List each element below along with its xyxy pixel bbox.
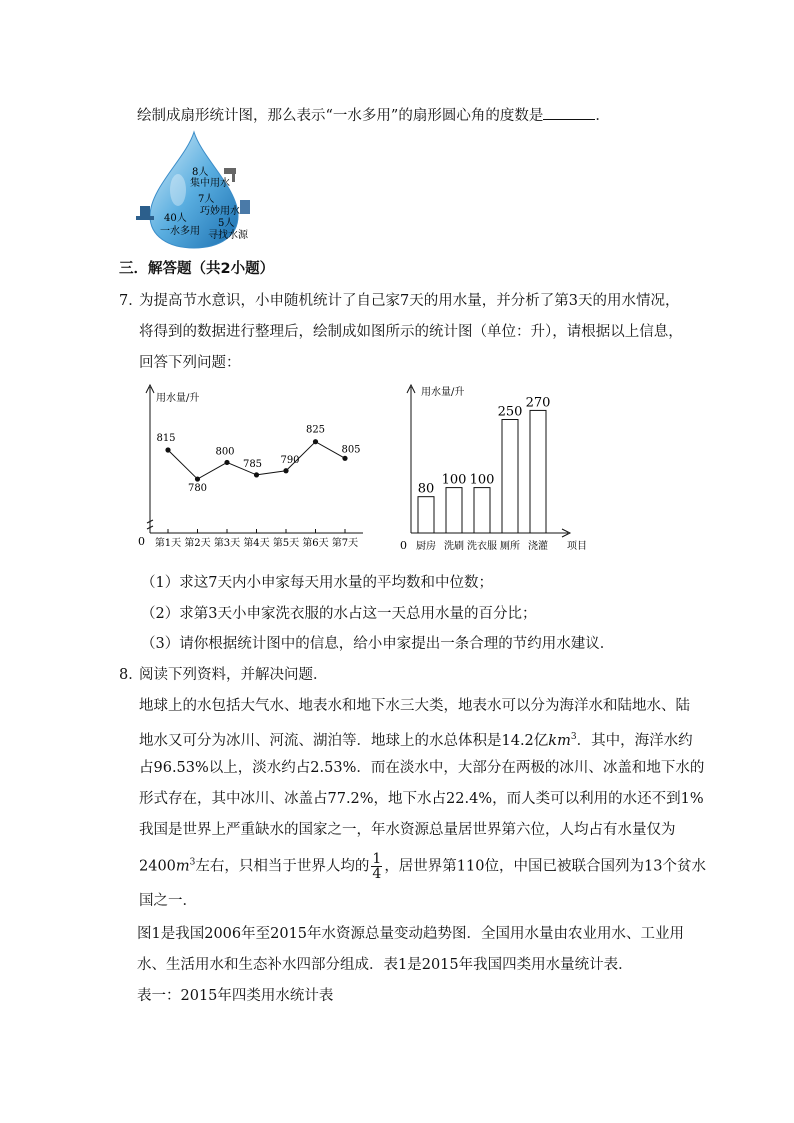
bar — [474, 488, 490, 533]
bar-value-label: 80 — [417, 481, 435, 497]
q8-number: 8． — [119, 667, 143, 683]
data-point — [195, 476, 200, 481]
data-label: 800 — [215, 446, 235, 458]
drop-label-name-4: 寻找水源 — [208, 230, 248, 241]
text-seg: 地水又可分为冰川、河流、湖泊等．地球上的水总体积是14.2亿 — [139, 732, 549, 749]
superscript: 3 — [189, 857, 196, 868]
x-tick-label: 洗刷 — [444, 541, 464, 552]
bar — [502, 420, 518, 534]
data-point — [165, 447, 170, 452]
q7-sub-1: （1）求这7天内小申家每天用水量的平均数和中位数； — [141, 575, 493, 591]
numerator: 1 — [372, 851, 382, 867]
q8-para2-line-1: 图1是我国2006年至2015年水资源总量变动趋势图．全国用水量由农业用水、工业用 — [137, 926, 685, 942]
q7-number: 7． — [119, 293, 143, 309]
bar-value-label: 100 — [469, 472, 495, 488]
q8-para-line-4: 形式存在，其中冰川、冰盖占77.2%，地下水占22.4%，而人类可以利用的水还不到1% — [139, 791, 704, 807]
data-label: 780 — [187, 483, 208, 495]
drop-label-count-4: 5人 — [218, 218, 235, 229]
x-tick-label: 第1天 — [154, 538, 182, 549]
text-seg: 2400 — [139, 858, 176, 875]
origin-label: 0 — [138, 535, 145, 548]
x-tick-label: 厕所 — [500, 541, 520, 552]
bar-value-label: 250 — [497, 404, 523, 420]
drop-label-count-1: 8人 — [192, 167, 209, 178]
bucket-icon — [140, 206, 150, 216]
drop-label-name-1: 集中用水 — [190, 178, 230, 189]
bar-chart — [396, 383, 596, 555]
q6-end: ． — [595, 108, 610, 124]
q8-para-line-7: 国之一． — [139, 893, 197, 909]
x-tick-label: 洗衣服 — [467, 541, 497, 552]
data-label: 815 — [156, 433, 176, 444]
origin-label: 0 — [400, 539, 407, 552]
x-tick-label: 浇灌 — [528, 541, 548, 552]
q6-question-line — [137, 105, 610, 126]
q8-para-line-1: 地球上的水包括大气水、地表水和地下水三大类，地表水可以分为海洋水和陆地水、陆 — [139, 698, 690, 714]
text-seg: 左右，只相当于世界人均的 — [195, 858, 370, 875]
drop-label-name-3: 一水多用 — [160, 226, 200, 237]
x-axis-label: 项目 — [567, 541, 587, 552]
x-tick-label: 第3天 — [213, 538, 241, 549]
x-tick-label: 厨房 — [416, 541, 436, 552]
data-label: 805 — [341, 444, 361, 456]
bar — [530, 410, 546, 533]
table-caption: 表一：2015年四类用水统计表 — [137, 988, 334, 1004]
data-point — [224, 460, 229, 465]
x-tick-label: 第6天 — [302, 538, 329, 549]
superscript: 3 — [570, 732, 577, 742]
bar — [446, 488, 462, 533]
unit-m: m — [175, 858, 190, 875]
bar-value-label: 100 — [441, 472, 467, 488]
q8-para-line-2 — [139, 727, 693, 751]
drop-label-count-2: 7人 — [198, 194, 215, 205]
q8-para-line-3: 占96.53%以上，淡水约占2.53%．而在淡水中，大部分在两极的冰川、冰盖和地下水的 — [139, 760, 705, 776]
tank-icon — [240, 200, 250, 214]
data-label: 785 — [242, 458, 263, 470]
q8-intro: 阅读下列资料，并解决问题． — [139, 667, 328, 683]
q8-para2-line-2: 水、生活用水和生态补水四部分组成．表1是2015年我国四类用水量统计表． — [137, 957, 633, 973]
data-point — [254, 472, 259, 477]
x-tick-label: 第2天 — [184, 538, 211, 549]
q8-para-line-6 — [139, 852, 706, 881]
x-tick-label: 第4天 — [243, 538, 270, 549]
data-point — [313, 439, 318, 444]
data-label: 825 — [305, 424, 326, 436]
y-axis-label: 用水量/升 — [156, 393, 200, 404]
data-point — [342, 456, 347, 461]
x-tick-label: 第5天 — [272, 538, 300, 549]
text-seg: ．其中，海洋水约 — [576, 732, 693, 749]
x-tick-label: 第7天 — [331, 538, 359, 549]
unit-km: km — [548, 732, 571, 749]
fraction — [371, 852, 382, 881]
q8-para-line-5: 我国是世界上严重缺水的国家之一，年水资源总量居世界第六位，人均占有水量仅为 — [139, 822, 676, 838]
answer-blank[interactable] — [543, 105, 595, 120]
q7-line-2: 将得到的数据进行整理后，绘制成如图所示的统计图（单位：升），请根据以上信息， — [139, 324, 683, 340]
water-drop-figure — [136, 128, 256, 250]
bar-value-label: 270 — [525, 395, 551, 411]
section-title: 三．解答题（共2小题） — [119, 261, 275, 277]
q7-line-3: 回答下列问题： — [139, 355, 241, 371]
y-axis-label: 用水量/升 — [421, 387, 465, 398]
drop-label-count-3: 40人 — [164, 213, 187, 224]
faucet-icon — [224, 168, 236, 174]
q6-text: 绘制成扇形统计图，那么表示“一水多用”的扇形圆心角的度数是 — [137, 108, 544, 124]
denominator: 4 — [372, 866, 382, 882]
data-label: 790 — [280, 454, 300, 466]
q7-line-1: 为提高节水意识，小申随机统计了自己家7天的用水量，并分析了第3天的用水情况， — [139, 293, 680, 309]
q7-sub-2: （2）求第3天小申家洗衣服的水占这一天总用水量的百分比； — [141, 606, 537, 622]
drop-label-name-2: 巧妙用水 — [200, 206, 240, 217]
text-seg: ，居世界第110位，中国已被联合国列为13个贫水 — [384, 858, 706, 875]
data-point — [283, 468, 288, 473]
bar — [418, 497, 434, 533]
q7-sub-3: （3）请你根据统计图中的信息，给小申家提出一条合理的节约用水建议． — [141, 636, 615, 652]
line-chart — [135, 383, 365, 555]
